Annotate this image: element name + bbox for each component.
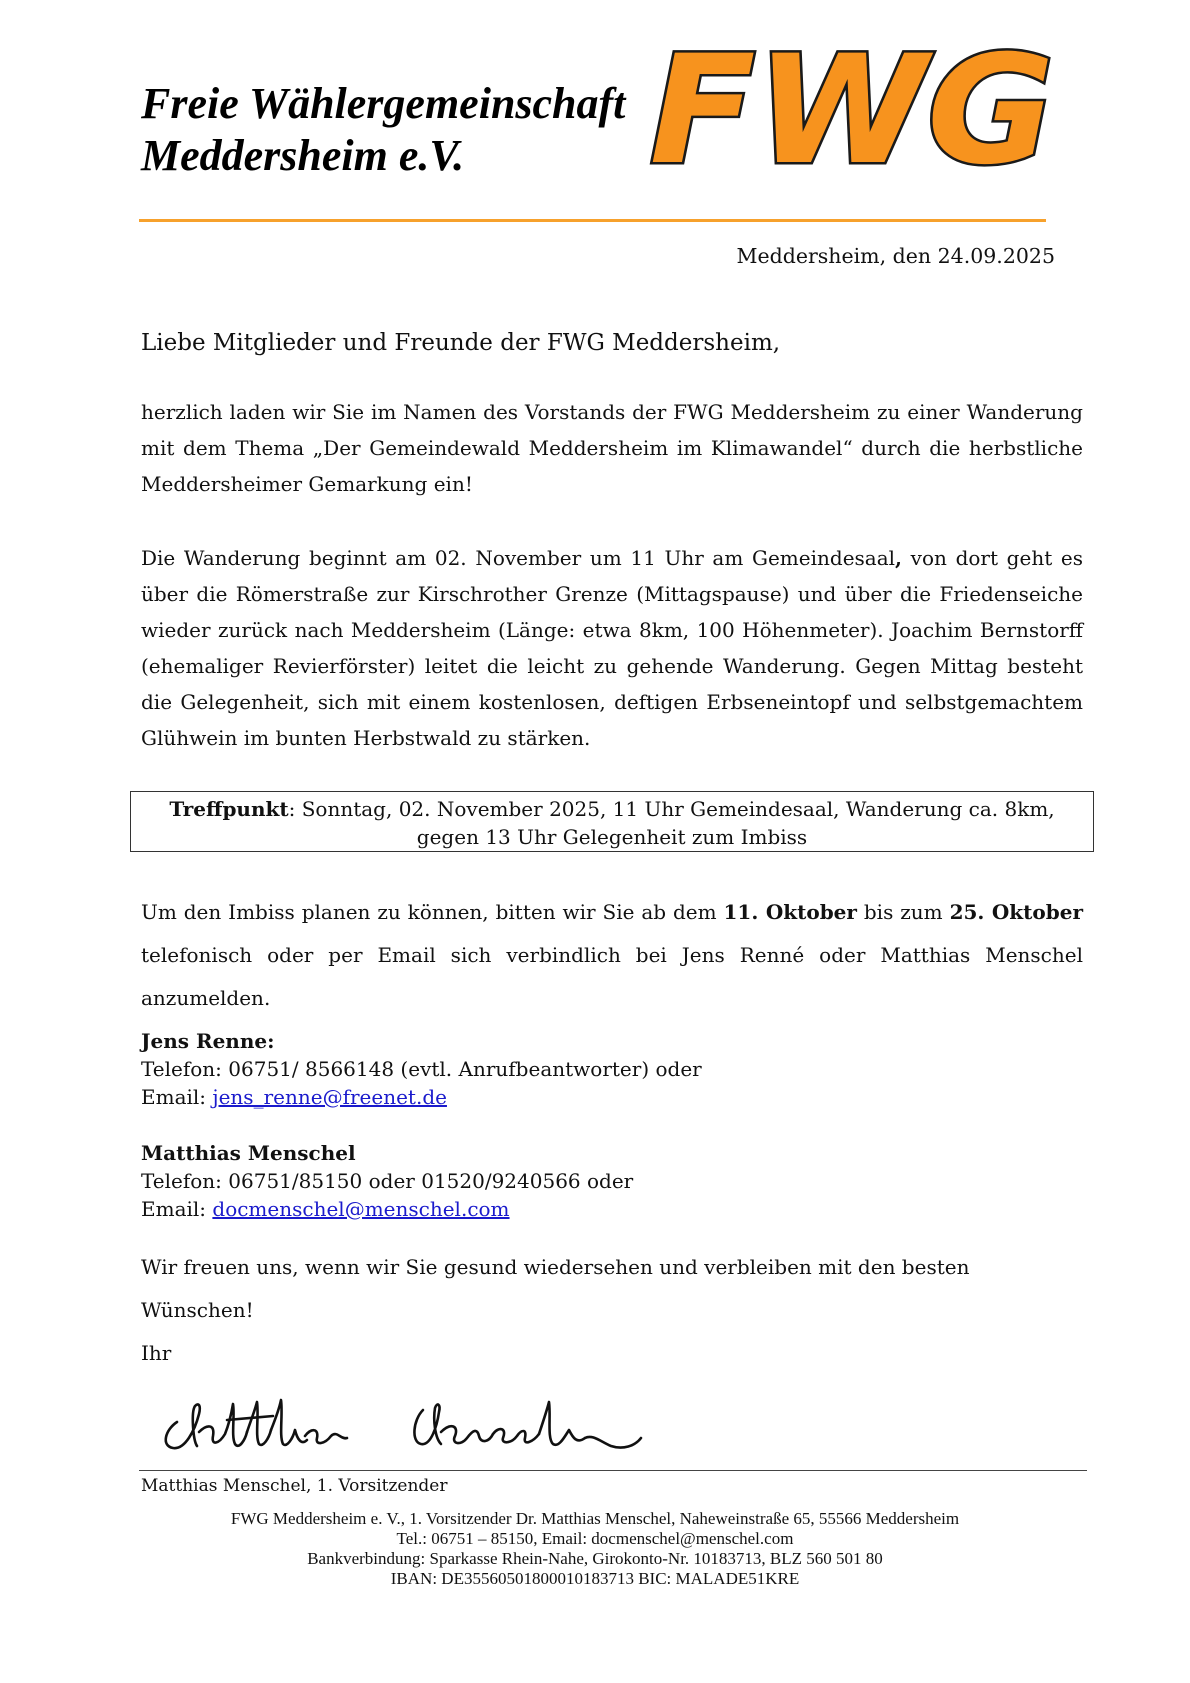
route-text-rest: von dort geht es über die Römerstraße zur Kirschrother Grenze (Mittagspause) und über die Friedenseiche wieder zurück nach Meddersheim (Länge: etwa 8km, 100 Höhenmeter). Joachim Bernstorff (ehemaliger Revierförster) leitet die leicht zu gehende Wanderung. Gegen Mittag besteht die Gelegenheit, sich mit einem kostenlosen, deftigen Erbseneintopf und selbstgemachtem Glühwein im bunten Herbstwald zu stärken. (141, 546, 1084, 750)
closing-line-3: Ihr (141, 1341, 172, 1365)
contact-name: Matthias Menschel (141, 1141, 356, 1165)
contact-jens-renne (141, 1027, 702, 1111)
route-comma: , (895, 546, 903, 570)
signature-text: Matthias Menschel (155, 1380, 163, 1381)
registration-end-date: 25. Oktober (949, 900, 1083, 924)
footer-contact: Tel.: 06751 – 85150, Email: docmenschel@menschel.com (396, 1529, 794, 1548)
contact-email-row (141, 1195, 633, 1223)
closing-text (141, 1246, 1083, 1375)
logo-text: FWG (649, 36, 1055, 178)
signer-caption: Matthias Menschel, 1. Vorsitzender (141, 1476, 448, 1496)
contact-phone: Telefon: 06751/ 8566148 (evtl. Anrufbeantworter) oder (141, 1057, 702, 1081)
registration-start-date: 11. Oktober (723, 900, 857, 924)
closing-line-1: Wir freuen uns, wenn wir Sie gesund wiedersehen und verbleiben mit den besten (141, 1255, 970, 1279)
contact-email-label: Email: (141, 1197, 213, 1221)
paragraph-registration (141, 891, 1083, 1020)
fwg-logo (645, 36, 1060, 178)
letter-date: Meddersheim, den 24.09.2025 (736, 244, 1055, 268)
paragraph-route (141, 540, 1083, 756)
letter-footer (0, 1509, 1190, 1589)
meeting-point-box (130, 791, 1094, 852)
footer-bank: Bankverbindung: Sparkasse Rhein-Nahe, Girokonto-Nr. 10183713, BLZ 560 501 80 (307, 1549, 883, 1568)
footer-address: FWG Meddersheim e. V., 1. Vorsitzender Dr. Matthias Menschel, Naheweinstraße 65, 55566 Meddersheim (230, 1509, 960, 1528)
org-name-line1: Freie Wählergemeinschaft (141, 79, 626, 128)
signature-line (139, 1470, 1087, 1471)
registration-text-2: bis zum (856, 900, 950, 924)
footer-iban: IBAN: DE3556050180001018371​3 BIC: MALADE51KRE (390, 1569, 800, 1588)
salutation: Liebe Mitglieder und Freunde der FWG Meddersheim, (141, 330, 781, 356)
meeting-line-1 (131, 795, 1093, 823)
header-divider (139, 219, 1046, 222)
registration-text-1: Um den Imbiss planen zu können, bitten wir Sie ab dem (141, 900, 724, 924)
meeting-label: Treffpunkt (169, 797, 289, 821)
contact-phone: Telefon: 06751/85150 oder 01520/9240566 oder (141, 1169, 634, 1193)
paragraph-invitation: herzlich laden wir Sie im Namen des Vorstands der FWG Meddersheim zu einer Wanderung mit dem Thema „Der Gemeindewald Meddersheim im Klimawandel“ durch die herbstliche Meddersheimer Gemarkung ein! (141, 400, 1083, 496)
handwritten-signature (155, 1380, 645, 1460)
org-name-line2: Meddersheim e.V. (141, 131, 465, 180)
meeting-line-2: gegen 13 Uhr Gelegenheit zum Imbiss (416, 825, 808, 849)
contact-email-link[interactable]: jens_renne@freenet.de (212, 1085, 447, 1109)
route-text-start: Die Wanderung beginnt am 02. November um 11 Uhr am Gemeindesaal (141, 546, 896, 570)
meeting-details: : Sonntag, 02. November 2025, 11 Uhr Gemeindesaal, Wanderung ca. 8km, (288, 797, 1055, 821)
contact-name: Jens Renne: (141, 1029, 275, 1053)
registration-text-3: telefonisch oder per Email sich verbindlich bei Jens Renné oder Matthias Menschel anzumelden. (141, 943, 1083, 1010)
closing-line-2: Wünschen! (141, 1298, 254, 1322)
contact-email-row (141, 1083, 702, 1111)
organization-name (141, 78, 661, 182)
contact-email-link[interactable]: docmenschel@menschel.com (212, 1197, 510, 1221)
contact-matthias-menschel (141, 1139, 633, 1223)
contact-email-label: Email: (141, 1085, 213, 1109)
